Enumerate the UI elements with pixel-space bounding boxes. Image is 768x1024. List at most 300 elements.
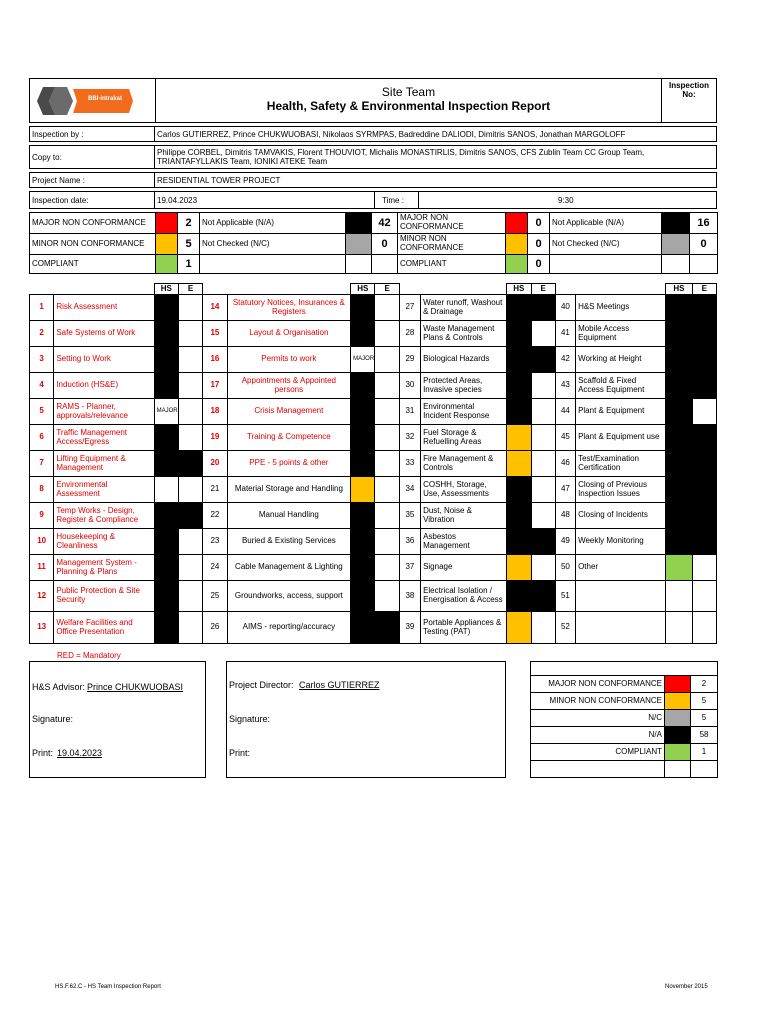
signature-label: Signature: bbox=[32, 714, 74, 724]
item-number: 29 bbox=[399, 347, 420, 373]
e-status-cell[interactable] bbox=[375, 373, 399, 399]
item-number: 34 bbox=[399, 477, 420, 503]
hs-status-cell[interactable] bbox=[351, 477, 375, 503]
copy-to-value-line2: TRIANTAFYLLAKIS Team, IONIKI ATEKE Team bbox=[157, 157, 328, 166]
checklist-row bbox=[30, 373, 717, 399]
hs-status-cell[interactable] bbox=[507, 581, 531, 612]
item-label: AIMS - reporting/accuracy bbox=[227, 612, 351, 644]
e-status-cell[interactable] bbox=[692, 555, 716, 581]
hs-status-cell[interactable] bbox=[507, 425, 531, 451]
item-label: Crisis Management bbox=[227, 399, 351, 425]
mandatory-legend: RED = Mandatory bbox=[57, 651, 121, 660]
hs-status-cell[interactable] bbox=[154, 425, 178, 451]
hs-status-cell[interactable] bbox=[666, 451, 692, 477]
footer-doc-code: HS.F.62.C - HS Team Inspection Report bbox=[55, 984, 161, 990]
item-number: 2 bbox=[30, 321, 54, 347]
na-swatch bbox=[346, 213, 372, 234]
totals-label: MINOR NON CONFORMANCE bbox=[531, 693, 665, 710]
hs-status-cell[interactable] bbox=[154, 347, 178, 373]
hs-status-cell[interactable] bbox=[154, 373, 178, 399]
item-number: 6 bbox=[30, 425, 54, 451]
divider bbox=[154, 126, 155, 142]
item-number: 41 bbox=[555, 321, 575, 347]
e-status-cell[interactable] bbox=[531, 477, 555, 503]
item-number: 17 bbox=[203, 373, 227, 399]
e-status-cell[interactable] bbox=[178, 503, 202, 529]
item-number: 7 bbox=[30, 451, 54, 477]
e-status-cell[interactable] bbox=[531, 295, 555, 321]
hs-status-cell[interactable] bbox=[507, 612, 531, 644]
item-label: Permits to work bbox=[227, 347, 351, 373]
time-label: Time : bbox=[382, 196, 404, 205]
item-label: Protected Areas, Invasive species bbox=[421, 373, 507, 399]
na-swatch bbox=[662, 213, 690, 234]
hs-status-cell[interactable] bbox=[666, 399, 692, 425]
hs-status-cell[interactable] bbox=[154, 503, 178, 529]
item-label: Induction (HS&E) bbox=[54, 373, 154, 399]
e-status-cell[interactable] bbox=[375, 581, 399, 612]
item-label: Scaffold & Fixed Access Equipment bbox=[576, 373, 666, 399]
checklist-row bbox=[30, 399, 717, 425]
hs-status-cell[interactable] bbox=[507, 555, 531, 581]
summary-value: 0 bbox=[528, 234, 550, 255]
e-status-cell[interactable] bbox=[375, 347, 399, 373]
item-label bbox=[576, 612, 666, 644]
hs-status-cell[interactable]: MAJOR bbox=[351, 347, 375, 373]
divider bbox=[418, 191, 419, 209]
empty-cell bbox=[200, 255, 346, 274]
summary-label: Not Applicable (N/A) bbox=[200, 213, 346, 234]
hs-status-cell[interactable] bbox=[507, 529, 531, 555]
item-label: Other bbox=[576, 555, 666, 581]
item-number: 35 bbox=[399, 503, 420, 529]
hs-status-cell[interactable] bbox=[351, 451, 375, 477]
item-number: 5 bbox=[30, 399, 54, 425]
item-number: 13 bbox=[30, 612, 54, 644]
project-name-row bbox=[29, 172, 717, 188]
hs-status-cell[interactable] bbox=[351, 425, 375, 451]
print-label: Print: bbox=[32, 748, 54, 758]
e-status-cell[interactable] bbox=[531, 347, 555, 373]
copy-to-value-line1: Philippe CORBEL, Dimitris TAMVAKIS, Florent THOUVIOT, Michalis MONASTIRLIS, Dimitris SANOS, CFS Zublin Team CC Group Team, bbox=[157, 148, 645, 157]
e-status-cell[interactable] bbox=[375, 451, 399, 477]
print-label: Print: bbox=[229, 748, 251, 758]
item-label: Fire Management & Controls bbox=[421, 451, 507, 477]
item-label: Public Protection & Site Security bbox=[54, 581, 154, 612]
empty-cell bbox=[346, 255, 372, 274]
item-label bbox=[576, 581, 666, 612]
header-spacer bbox=[203, 284, 351, 295]
e-status-cell[interactable] bbox=[178, 612, 202, 644]
hs-status-cell[interactable] bbox=[154, 295, 178, 321]
e-status-cell[interactable] bbox=[178, 555, 202, 581]
item-number: 21 bbox=[203, 477, 227, 503]
item-number: 47 bbox=[555, 477, 575, 503]
hs-status-cell[interactable] bbox=[154, 555, 178, 581]
item-number: 8 bbox=[30, 477, 54, 503]
checklist-row bbox=[30, 503, 717, 529]
e-status-cell[interactable] bbox=[531, 399, 555, 425]
empty-cell bbox=[372, 255, 398, 274]
item-label: PPE - 5 points & other bbox=[227, 451, 351, 477]
compliant-swatch bbox=[665, 744, 691, 761]
major-swatch bbox=[506, 213, 528, 234]
totals-value: 5 bbox=[691, 693, 718, 710]
hs-status-cell[interactable] bbox=[666, 347, 692, 373]
totals-value: 5 bbox=[691, 710, 718, 727]
inspection-date-label: Inspection date: bbox=[32, 196, 89, 205]
e-status-cell[interactable] bbox=[692, 503, 716, 529]
checklist-row bbox=[30, 451, 717, 477]
item-number: 49 bbox=[555, 529, 575, 555]
e-status-cell[interactable] bbox=[692, 581, 716, 612]
item-label: Housekeeping & Cleanliness bbox=[54, 529, 154, 555]
item-label: Environmental Incident Response bbox=[421, 399, 507, 425]
item-number: 31 bbox=[399, 399, 420, 425]
checklist-row bbox=[30, 295, 717, 321]
totals-value: 1 bbox=[691, 744, 718, 761]
nc-swatch bbox=[662, 234, 690, 255]
hs-status-cell[interactable] bbox=[351, 612, 375, 644]
e-column-header: E bbox=[178, 284, 202, 295]
item-label: Portable Appliances & Testing (PAT) bbox=[421, 612, 507, 644]
header-spacer bbox=[555, 284, 665, 295]
item-label: Plant & Equipment use bbox=[576, 425, 666, 451]
hs-status-cell[interactable] bbox=[351, 555, 375, 581]
major-swatch bbox=[665, 676, 691, 693]
project-name-label: Project Name : bbox=[32, 176, 85, 185]
item-label: Groundworks, access, support bbox=[227, 581, 351, 612]
divider bbox=[154, 172, 155, 188]
item-number: 36 bbox=[399, 529, 420, 555]
hs-status-cell[interactable] bbox=[666, 477, 692, 503]
item-number: 16 bbox=[203, 347, 227, 373]
hs-status-cell[interactable] bbox=[154, 612, 178, 644]
item-number: 44 bbox=[555, 399, 575, 425]
summary-label: Not Applicable (N/A) bbox=[550, 213, 662, 234]
item-label: Biological Hazards bbox=[421, 347, 507, 373]
item-label: H&S Meetings bbox=[576, 295, 666, 321]
e-status-cell[interactable] bbox=[692, 347, 716, 373]
item-label: Signage bbox=[421, 555, 507, 581]
e-status-cell[interactable] bbox=[375, 399, 399, 425]
e-status-cell[interactable] bbox=[531, 373, 555, 399]
e-status-cell[interactable] bbox=[531, 503, 555, 529]
item-label: Welfare Facilities and Office Presentation bbox=[54, 612, 154, 644]
item-label: Environmental Assessment bbox=[54, 477, 154, 503]
hs-status-cell[interactable] bbox=[666, 373, 692, 399]
item-label: Layout & Organisation bbox=[227, 321, 351, 347]
e-status-cell[interactable] bbox=[375, 555, 399, 581]
totals-value: 2 bbox=[691, 676, 718, 693]
summary-label: MINOR NON CONFORMANCE bbox=[30, 234, 156, 255]
item-label: Test/Examination Certification bbox=[576, 451, 666, 477]
hs-status-cell[interactable] bbox=[351, 399, 375, 425]
totals-label: N/A bbox=[531, 727, 665, 744]
hs-status-cell[interactable] bbox=[154, 581, 178, 612]
summary-value: 42 bbox=[372, 213, 398, 234]
inspection-date-value: 19.04.2023 bbox=[157, 196, 198, 205]
item-number: 22 bbox=[203, 503, 227, 529]
e-status-cell[interactable] bbox=[375, 321, 399, 347]
hs-status-cell[interactable] bbox=[507, 321, 531, 347]
item-label: Buried & Existing Services bbox=[227, 529, 351, 555]
report-title-line2: Health, Safety & Environmental Inspection Report bbox=[266, 99, 551, 113]
summary-label: MINOR NON CONFORMANCE bbox=[398, 234, 506, 255]
item-label: Lifting Equipment & Management bbox=[54, 451, 154, 477]
e-status-cell[interactable] bbox=[178, 295, 202, 321]
report-title-line1: Site Team bbox=[381, 85, 436, 99]
checklist-header-row bbox=[30, 284, 717, 295]
totals-table bbox=[530, 661, 718, 778]
hs-status-cell[interactable] bbox=[507, 503, 531, 529]
item-number: 43 bbox=[555, 373, 575, 399]
item-label: Weekly Monitoring bbox=[576, 529, 666, 555]
item-number: 46 bbox=[555, 451, 575, 477]
empty-cell bbox=[665, 761, 691, 778]
e-status-cell[interactable] bbox=[531, 451, 555, 477]
item-number: 18 bbox=[203, 399, 227, 425]
summary-value: 0 bbox=[372, 234, 398, 255]
checklist-row bbox=[30, 425, 717, 451]
item-label: Mobile Access Equipment bbox=[576, 321, 666, 347]
e-column-header: E bbox=[375, 284, 399, 295]
item-number: 12 bbox=[30, 581, 54, 612]
item-number: 15 bbox=[203, 321, 227, 347]
empty-cell bbox=[550, 255, 662, 274]
e-status-cell[interactable] bbox=[375, 612, 399, 644]
hs-status-cell[interactable] bbox=[666, 503, 692, 529]
hs-status-cell[interactable] bbox=[507, 373, 531, 399]
hs-status-cell[interactable] bbox=[351, 373, 375, 399]
hs-status-cell[interactable] bbox=[666, 529, 692, 555]
item-number: 24 bbox=[203, 555, 227, 581]
e-status-cell[interactable] bbox=[531, 581, 555, 612]
item-number: 20 bbox=[203, 451, 227, 477]
e-status-cell[interactable] bbox=[531, 529, 555, 555]
minor-swatch bbox=[665, 693, 691, 710]
item-number: 33 bbox=[399, 451, 420, 477]
item-label: Training & Competence bbox=[227, 425, 351, 451]
project-director-label: Project Director: bbox=[229, 680, 294, 690]
empty-cell bbox=[691, 761, 718, 778]
footer-date: November 2015 bbox=[665, 984, 708, 990]
item-label: Plant & Equipment bbox=[576, 399, 666, 425]
e-status-cell[interactable] bbox=[692, 529, 716, 555]
item-number: 30 bbox=[399, 373, 420, 399]
e-status-cell[interactable] bbox=[375, 529, 399, 555]
item-number: 19 bbox=[203, 425, 227, 451]
item-number: 3 bbox=[30, 347, 54, 373]
logo-text: BBI-intrakat bbox=[88, 96, 123, 102]
checklist-row bbox=[30, 581, 717, 612]
e-status-cell[interactable] bbox=[692, 399, 716, 425]
header-spacer bbox=[399, 284, 506, 295]
hs-column-header: HS bbox=[351, 284, 375, 295]
item-number: 48 bbox=[555, 503, 575, 529]
item-number: 9 bbox=[30, 503, 54, 529]
hs-status-cell[interactable]: MAJOR bbox=[154, 399, 178, 425]
hs-status-cell[interactable] bbox=[507, 295, 531, 321]
summary-left bbox=[29, 212, 398, 274]
item-number: 45 bbox=[555, 425, 575, 451]
inspection-no-label: Inspection No: bbox=[668, 81, 709, 100]
item-number: 40 bbox=[555, 295, 575, 321]
item-label: Material Storage and Handling bbox=[227, 477, 351, 503]
e-status-cell[interactable] bbox=[531, 425, 555, 451]
checklist-row bbox=[30, 347, 717, 373]
divider bbox=[374, 191, 375, 209]
item-label: Setting to Work bbox=[54, 347, 154, 373]
item-label: Asbestos Management bbox=[421, 529, 507, 555]
e-status-cell[interactable] bbox=[692, 451, 716, 477]
project-name-value: RESIDENTIAL TOWER PROJECT bbox=[157, 176, 281, 185]
summary-label: Not Checked (N/C) bbox=[200, 234, 346, 255]
e-status-cell[interactable] bbox=[178, 321, 202, 347]
item-number: 51 bbox=[555, 581, 575, 612]
item-label: Cable Management & Lighting bbox=[227, 555, 351, 581]
item-number: 10 bbox=[30, 529, 54, 555]
summary-value: 0 bbox=[690, 234, 718, 255]
nc-swatch bbox=[346, 234, 372, 255]
e-status-cell[interactable] bbox=[692, 373, 716, 399]
item-label: Water runoff, Washout & Drainage bbox=[421, 295, 507, 321]
inspection-date-row bbox=[29, 191, 717, 209]
summary-label: MAJOR NON CONFORMANCE bbox=[398, 213, 506, 234]
hs-status-cell[interactable] bbox=[351, 503, 375, 529]
totals-label: MAJOR NON CONFORMANCE bbox=[531, 676, 665, 693]
item-number: 11 bbox=[30, 555, 54, 581]
hs-status-cell[interactable] bbox=[154, 477, 178, 503]
time-value: 9:30 bbox=[558, 196, 574, 205]
hs-status-cell[interactable] bbox=[154, 451, 178, 477]
item-number: 50 bbox=[555, 555, 575, 581]
checklist-row bbox=[30, 321, 717, 347]
summary-label: Not Checked (N/C) bbox=[550, 234, 662, 255]
e-status-cell[interactable] bbox=[375, 425, 399, 451]
summary-value: 0 bbox=[528, 213, 550, 234]
e-status-cell[interactable] bbox=[178, 347, 202, 373]
nc-swatch bbox=[665, 710, 691, 727]
item-number: 26 bbox=[203, 612, 227, 644]
divider bbox=[154, 191, 155, 209]
e-status-cell[interactable] bbox=[178, 477, 202, 503]
e-status-cell[interactable] bbox=[178, 529, 202, 555]
summary-value: 16 bbox=[690, 213, 718, 234]
divider bbox=[154, 145, 155, 169]
hs-status-cell[interactable] bbox=[666, 425, 692, 451]
e-status-cell[interactable] bbox=[375, 477, 399, 503]
e-status-cell[interactable] bbox=[375, 503, 399, 529]
e-status-cell[interactable] bbox=[178, 451, 202, 477]
item-number: 32 bbox=[399, 425, 420, 451]
e-status-cell[interactable] bbox=[531, 555, 555, 581]
item-number: 28 bbox=[399, 321, 420, 347]
e-column-header: E bbox=[692, 284, 716, 295]
copy-to-label: Copy to: bbox=[32, 153, 62, 162]
checklist-row bbox=[30, 477, 717, 503]
item-number: 52 bbox=[555, 612, 575, 644]
hs-status-cell[interactable] bbox=[507, 477, 531, 503]
hs-column-header: HS bbox=[666, 284, 692, 295]
hs-advisor-label: H&S Advisor: bbox=[32, 682, 86, 692]
hs-status-cell[interactable] bbox=[507, 399, 531, 425]
compliant-swatch bbox=[506, 255, 528, 274]
e-status-cell[interactable] bbox=[178, 581, 202, 612]
hs-status-cell[interactable] bbox=[154, 321, 178, 347]
item-label: Electrical Isolation / Energisation & Access bbox=[421, 581, 507, 612]
item-label: Statutory Notices, Insurances & Registers bbox=[227, 295, 351, 321]
empty-cell bbox=[662, 255, 690, 274]
item-number: 37 bbox=[399, 555, 420, 581]
e-status-cell[interactable] bbox=[692, 321, 716, 347]
e-status-cell[interactable] bbox=[531, 612, 555, 644]
summary-label: COMPLIANT bbox=[398, 255, 506, 274]
inspection-by-value: Carlos GUTIERREZ, Prince CHUKWUOBASI, Nikolaos SYRMPAS, Badreddine DALIODI, Dimitris SANOS, Jonathan MARGOLOFF bbox=[157, 130, 626, 139]
hs-status-cell[interactable] bbox=[351, 581, 375, 612]
empty-cell bbox=[531, 761, 665, 778]
hs-status-cell[interactable] bbox=[351, 295, 375, 321]
e-column-header: E bbox=[531, 284, 555, 295]
e-status-cell[interactable] bbox=[375, 295, 399, 321]
totals-value: 58 bbox=[691, 727, 718, 744]
project-director-name: Carlos GUTIERREZ bbox=[299, 680, 380, 690]
hs-status-cell[interactable] bbox=[666, 321, 692, 347]
e-status-cell[interactable] bbox=[692, 295, 716, 321]
hs-status-cell[interactable] bbox=[666, 581, 692, 612]
e-status-cell[interactable] bbox=[531, 321, 555, 347]
item-number: 4 bbox=[30, 373, 54, 399]
item-label: Temp Works - Design, Register & Compliance bbox=[54, 503, 154, 529]
hs-status-cell[interactable] bbox=[154, 529, 178, 555]
hs-column-header: HS bbox=[154, 284, 178, 295]
item-label: Traffic Management Access/Egress bbox=[54, 425, 154, 451]
hs-advisor-name: Prince CHUKWUOBASI bbox=[87, 682, 184, 692]
e-status-cell[interactable] bbox=[692, 477, 716, 503]
minor-swatch bbox=[506, 234, 528, 255]
e-status-cell[interactable] bbox=[692, 612, 716, 644]
e-status-cell[interactable] bbox=[178, 373, 202, 399]
item-label: Fuel Storage & Refuelling Areas bbox=[421, 425, 507, 451]
major-swatch bbox=[156, 213, 178, 234]
checklist-row bbox=[30, 612, 717, 644]
checklist-row bbox=[30, 529, 717, 555]
summary-value: 5 bbox=[178, 234, 200, 255]
hs-status-cell[interactable] bbox=[507, 451, 531, 477]
summary-value: 1 bbox=[178, 255, 200, 274]
hs-status-cell[interactable] bbox=[666, 612, 692, 644]
hs-status-cell[interactable] bbox=[666, 555, 692, 581]
hs-status-cell[interactable] bbox=[351, 321, 375, 347]
item-number: 14 bbox=[203, 295, 227, 321]
e-status-cell[interactable] bbox=[178, 399, 202, 425]
item-label: Dust, Noise & Vibration bbox=[421, 503, 507, 529]
item-label: Manual Handling bbox=[227, 503, 351, 529]
hs-status-cell[interactable] bbox=[351, 529, 375, 555]
minor-swatch bbox=[156, 234, 178, 255]
item-number: 23 bbox=[203, 529, 227, 555]
item-label: Closing of Incidents bbox=[576, 503, 666, 529]
summary-label: MAJOR NON CONFORMANCE bbox=[30, 213, 156, 234]
logo-cell bbox=[30, 79, 156, 122]
checklist-row bbox=[30, 555, 717, 581]
e-status-cell[interactable] bbox=[178, 425, 202, 451]
hs-status-cell[interactable] bbox=[666, 295, 692, 321]
e-status-cell[interactable] bbox=[692, 425, 716, 451]
item-number: 38 bbox=[399, 581, 420, 612]
hs-status-cell[interactable] bbox=[507, 347, 531, 373]
item-label: Risk Assessment bbox=[54, 295, 154, 321]
